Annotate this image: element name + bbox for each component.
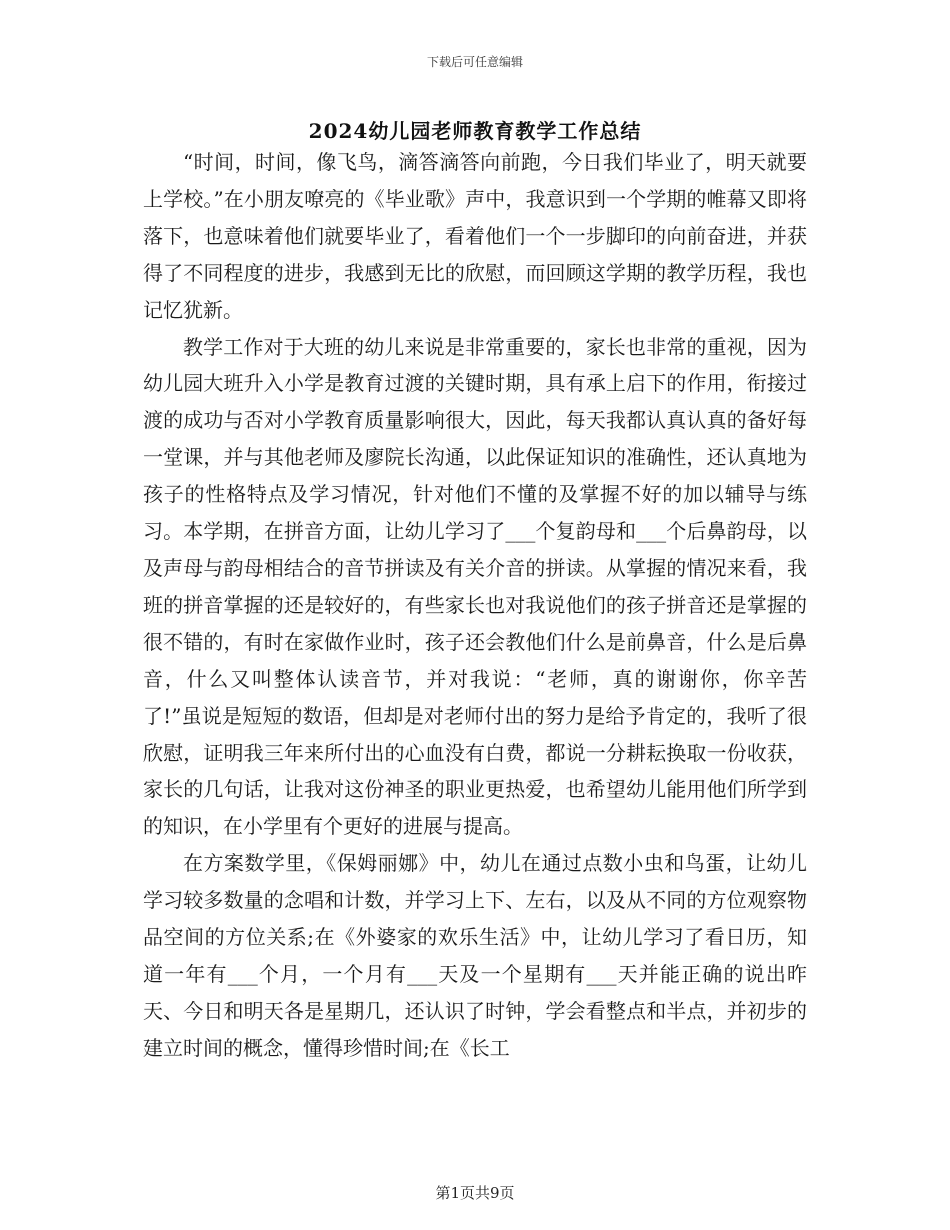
document-body: [143, 144, 807, 1067]
page-header-note: 下载后可任意编辑: [426, 55, 523, 69]
document-title: 2024幼儿园老师教育教学工作总结: [308, 119, 642, 143]
paragraph-3: 在方案数学里，《保姆丽娜》中，幼儿在通过点数小虫和鸟蛋，让幼儿学习较多数量的念唱和计数，并学习上下、左右，以及从不同的方位观察物品空间的方位关系;在《外婆家的欢乐生活》中，让幼儿学习了看日历，知道一年有___个月，一个月有___天及一个星期有___天并能正确的说出昨天、今日和明天各是星期几，还认识了时钟，学会看整点和半点，并初步的建立时间的概念，懂得珍惜时间;在《长工: [143, 851, 807, 1060]
page-footer-number: 第1页共9页: [435, 1184, 515, 1202]
paragraph-1: “时间，时间，像飞鸟，滴答滴答向前跑，今日我们毕业了，明天就要上学校。”在小朋友嘹亮的《毕业歌》声中，我意识到一个学期的帷幕又即将落下，也意味着他们就要毕业了，看着他们一个一步脚印的向前奋进，并获得了不同程度的进步，我感到无比的欣慰，而回顾这学期的教学历程，我也记忆犹新。: [143, 150, 807, 322]
paragraph-2: 教学工作对于大班的幼儿来说是非常重要的，家长也非常的重视，因为幼儿园大班升入小学是教育过渡的关键时期，具有承上启下的作用，衔接过渡的成功与否对小学教育质量影响很大，因此，每天我都认真认真的备好每一堂课，并与其他老师及廖院长沟通，以此保证知识的准确性，还认真地为孩子的性格特点及学习情况，针对他们不懂的及掌握不好的加以辅导与练习。本学期，在拼音方面，让幼儿学习了___个复韵母和___个后鼻韵母，以及声母与韵母相结合的音节拼读及有关介音的拼读。从掌握的情况来看，我班的拼音掌握的还是较好的，有些家长也对我说他们的孩子拼音还是掌握的很不错的，有时在家做作业时，孩子还会教他们什么是前鼻音，什么是后鼻音，什么又叫整体认读音节，并对我说：“老师，真的谢谢你，你辛苦了!”虽说是短短的数语，但却是对老师付出的努力是给予肯定的，我听了很欣慰，证明我三年来所付出的心血没有白费，都说一分耕耘换取一份收获，家长的几句话，让我对这份神圣的职业更热爱，也希望幼儿能用他们所学到的知识，在小学里有个更好的进展与提高。: [143, 334, 807, 839]
